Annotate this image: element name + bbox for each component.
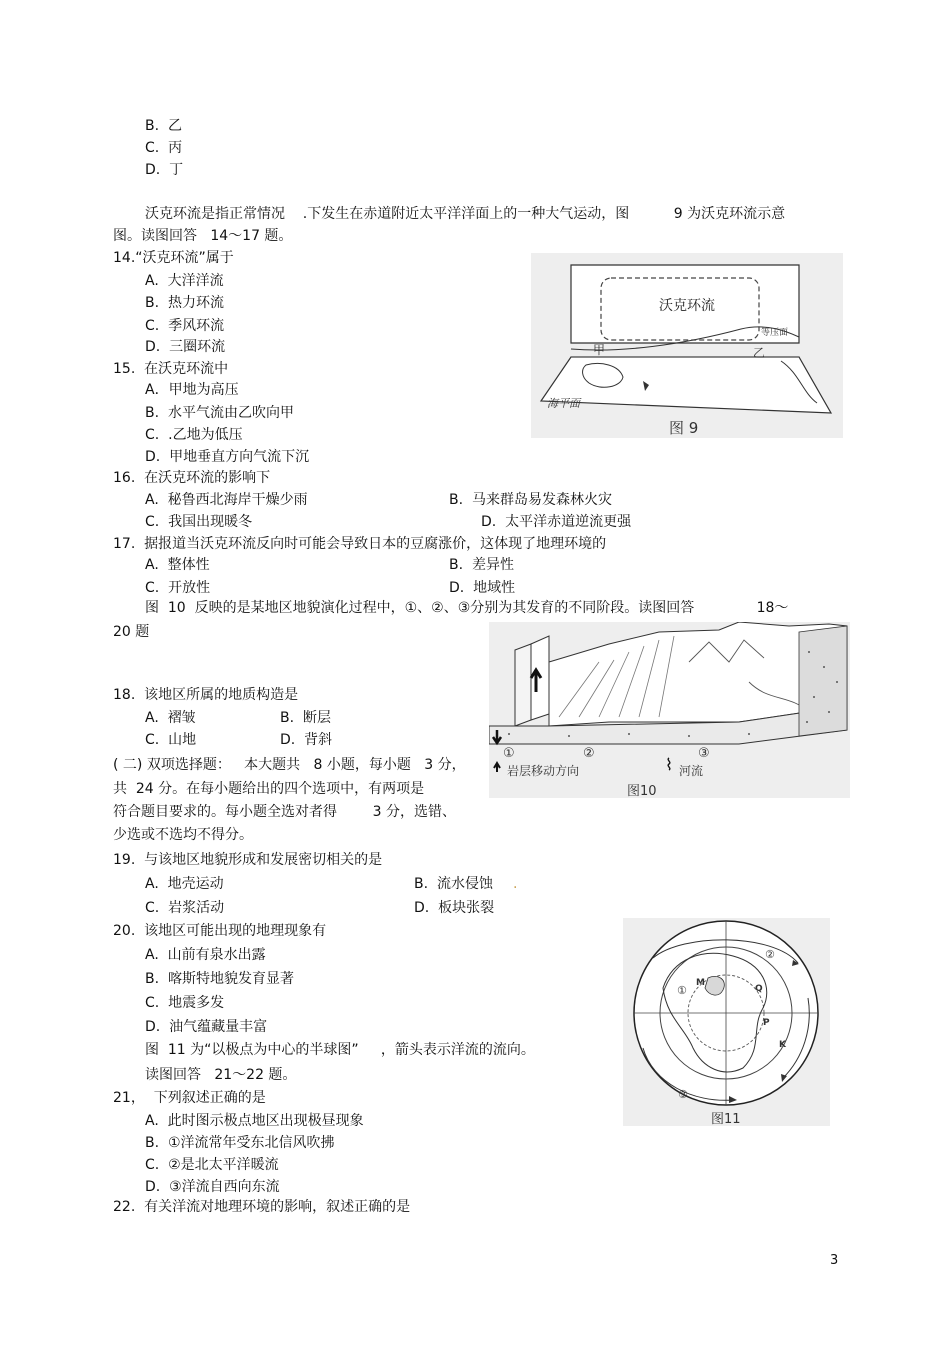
walker-intro-cont: 图。读图回答 14～17 题。 <box>113 228 293 244</box>
q20-option-a: A. 山前有泉水出露 <box>145 947 266 963</box>
figure-11-diagram <box>623 918 830 1126</box>
q21-option-c: C. ②是北太平洋暖流 <box>145 1157 279 1173</box>
section-instructions-3: 少选或不选均不得分。 <box>113 827 253 843</box>
q16-option-a: A. 秘鲁西北海岸干燥少雨 <box>145 492 308 508</box>
page-number: 3 <box>830 1253 839 1268</box>
fig10-legend-strata-movement: 岩层移动方向 <box>507 764 580 778</box>
fig10-caption: 图10 <box>627 784 657 798</box>
q15-option-b: B. 水平气流由乙吹向甲 <box>145 405 294 421</box>
question-19: 19. 与该地区地貌形成和发展密切相关的是 <box>113 852 383 868</box>
fig11-current-1: ① <box>677 984 687 997</box>
question-16: 16. 在沃克环流的影响下 <box>113 470 271 486</box>
q20-option-b: B. 喀斯特地貌发育显著 <box>145 971 294 987</box>
q17-option-d: D. 地域性 <box>449 580 516 596</box>
fig10-stage-1: ① <box>503 746 515 761</box>
walker-intro: 沃克环流是指正常情况 .下发生在赤道附近太平洋洋面上的一种大气运动，图 9 为沃克环流示意 <box>145 206 786 222</box>
option-c: C. 丙 <box>145 140 183 156</box>
q15-option-c: C. .乙地为低压 <box>145 427 243 443</box>
figure-10-landform-evolution <box>489 622 850 798</box>
option-d: D. 丁 <box>145 162 184 178</box>
fig10-stage-2: ② <box>583 746 595 761</box>
fig10-intro: 图 10 反映的是某地区地貌演化过程中，①、②、③分别为其发育的不同阶段。读图回答 18～ <box>145 600 789 616</box>
q21-option-b: B. ①洋流常年受东北信风吹拂 <box>145 1135 335 1151</box>
fig11-intro-cont: 读图回答 21～22 题。 <box>145 1067 297 1083</box>
q14-option-c: C. 季风环流 <box>145 318 225 334</box>
q21-option-a: A. 此时图示极点地区出现极昼现象 <box>145 1113 364 1129</box>
q18-option-a: A. 褶皱 <box>145 710 196 726</box>
q16-option-b: B. 马来群岛易发森林火灾 <box>449 492 612 508</box>
fig10-legend-river: 河流 <box>679 764 704 778</box>
fig11-point-k: K <box>779 1040 786 1050</box>
section-instructions: 共 24 分。在每小题给出的四个选项中，有两项是 <box>113 781 425 797</box>
q14-option-a: A. 大洋洋流 <box>145 273 224 289</box>
fig9-sea-level-label: 海平面 <box>547 397 580 410</box>
q16-option-d: D. 太平洋赤道逆流更强 <box>481 514 632 530</box>
q18-option-c: C. 山地 <box>145 732 197 748</box>
q15-option-d: D. 甲地垂直方向气流下沉 <box>145 449 310 465</box>
question-21: 21， 下列叙述正确的是 <box>113 1090 266 1106</box>
fig9-caption: 图 9 <box>669 419 699 437</box>
q20-option-d: D. 油气蕴藏量丰富 <box>145 1019 268 1035</box>
q18-option-b: B. 断层 <box>280 710 331 726</box>
question-22: 22. 有关洋流对地理环境的影响，叙述正确的是 <box>113 1199 411 1215</box>
fig10-intro-cont: 20 题 <box>113 624 150 640</box>
question-20: 20. 该地区可能出现的地理现象有 <box>113 923 327 939</box>
fig9-isobar-label: 等压面 <box>761 328 789 338</box>
q17-option-b: B. 差异性 <box>449 557 514 573</box>
fig11-intro: 图 11 为“以极点为中心的半球图” ，箭头表示洋流的流向。 <box>145 1042 535 1058</box>
q19-option-c: C. 岩浆活动 <box>145 900 225 916</box>
stray-dot: . <box>513 876 518 892</box>
q19-option-a: A. 地壳运动 <box>145 876 224 892</box>
question-18: 18. 该地区所属的地质构造是 <box>113 687 299 703</box>
fig9-title: 沃克环流 <box>659 298 715 314</box>
section-heading: ( 二) 双项选择题： 本大题共 8 小题，每小题 3 分， <box>113 757 466 773</box>
q17-option-c: C. 开放性 <box>145 580 211 596</box>
q14-option-b: B. 热力环流 <box>145 295 224 311</box>
figure-11-polar-hemisphere <box>623 918 830 1126</box>
question-17: 17. 据报道当沃克环流反向时可能会导致日本的豆腐涨价，这体现了地理环境的 <box>113 536 607 552</box>
q17-option-a: A. 整体性 <box>145 557 210 573</box>
fig10-stage-3: ③ <box>698 746 710 761</box>
fig11-caption: 图11 <box>711 1112 741 1126</box>
q18-option-d: D. 背斜 <box>280 732 333 748</box>
fig9-yi-label: 乙 <box>753 346 766 360</box>
fig11-current-2: ② <box>765 948 775 961</box>
section-instructions-2: 符合题目要求的。每小题全选对者得 3 分，选错、 <box>113 804 456 820</box>
q16-option-c: C. 我国出现暖冬 <box>145 514 253 530</box>
question-15: 15. 在沃克环流中 <box>113 361 229 377</box>
q19-option-b: B. 流水侵蚀 <box>414 876 493 892</box>
q19-option-d: D. 板块张裂 <box>414 900 495 916</box>
fig11-point-p: P <box>763 1018 770 1028</box>
fig11-point-q: Q <box>755 984 763 994</box>
fig9-jia-label: 甲 <box>593 343 606 357</box>
q20-option-c: C. 地震多发 <box>145 995 225 1011</box>
q14-option-d: D. 三圈环流 <box>145 339 226 355</box>
fig11-point-m: M <box>696 978 705 988</box>
question-14: 14.“沃克环流”属于 <box>113 250 234 266</box>
option-b: B. 乙 <box>145 118 182 134</box>
figure-9-walker-circulation <box>531 253 843 438</box>
q15-option-a: A．甲地为高压 <box>145 382 239 398</box>
q21-option-d: D. ③洋流自西向东流 <box>145 1179 280 1195</box>
fig11-current-3: ③ <box>678 1088 688 1101</box>
